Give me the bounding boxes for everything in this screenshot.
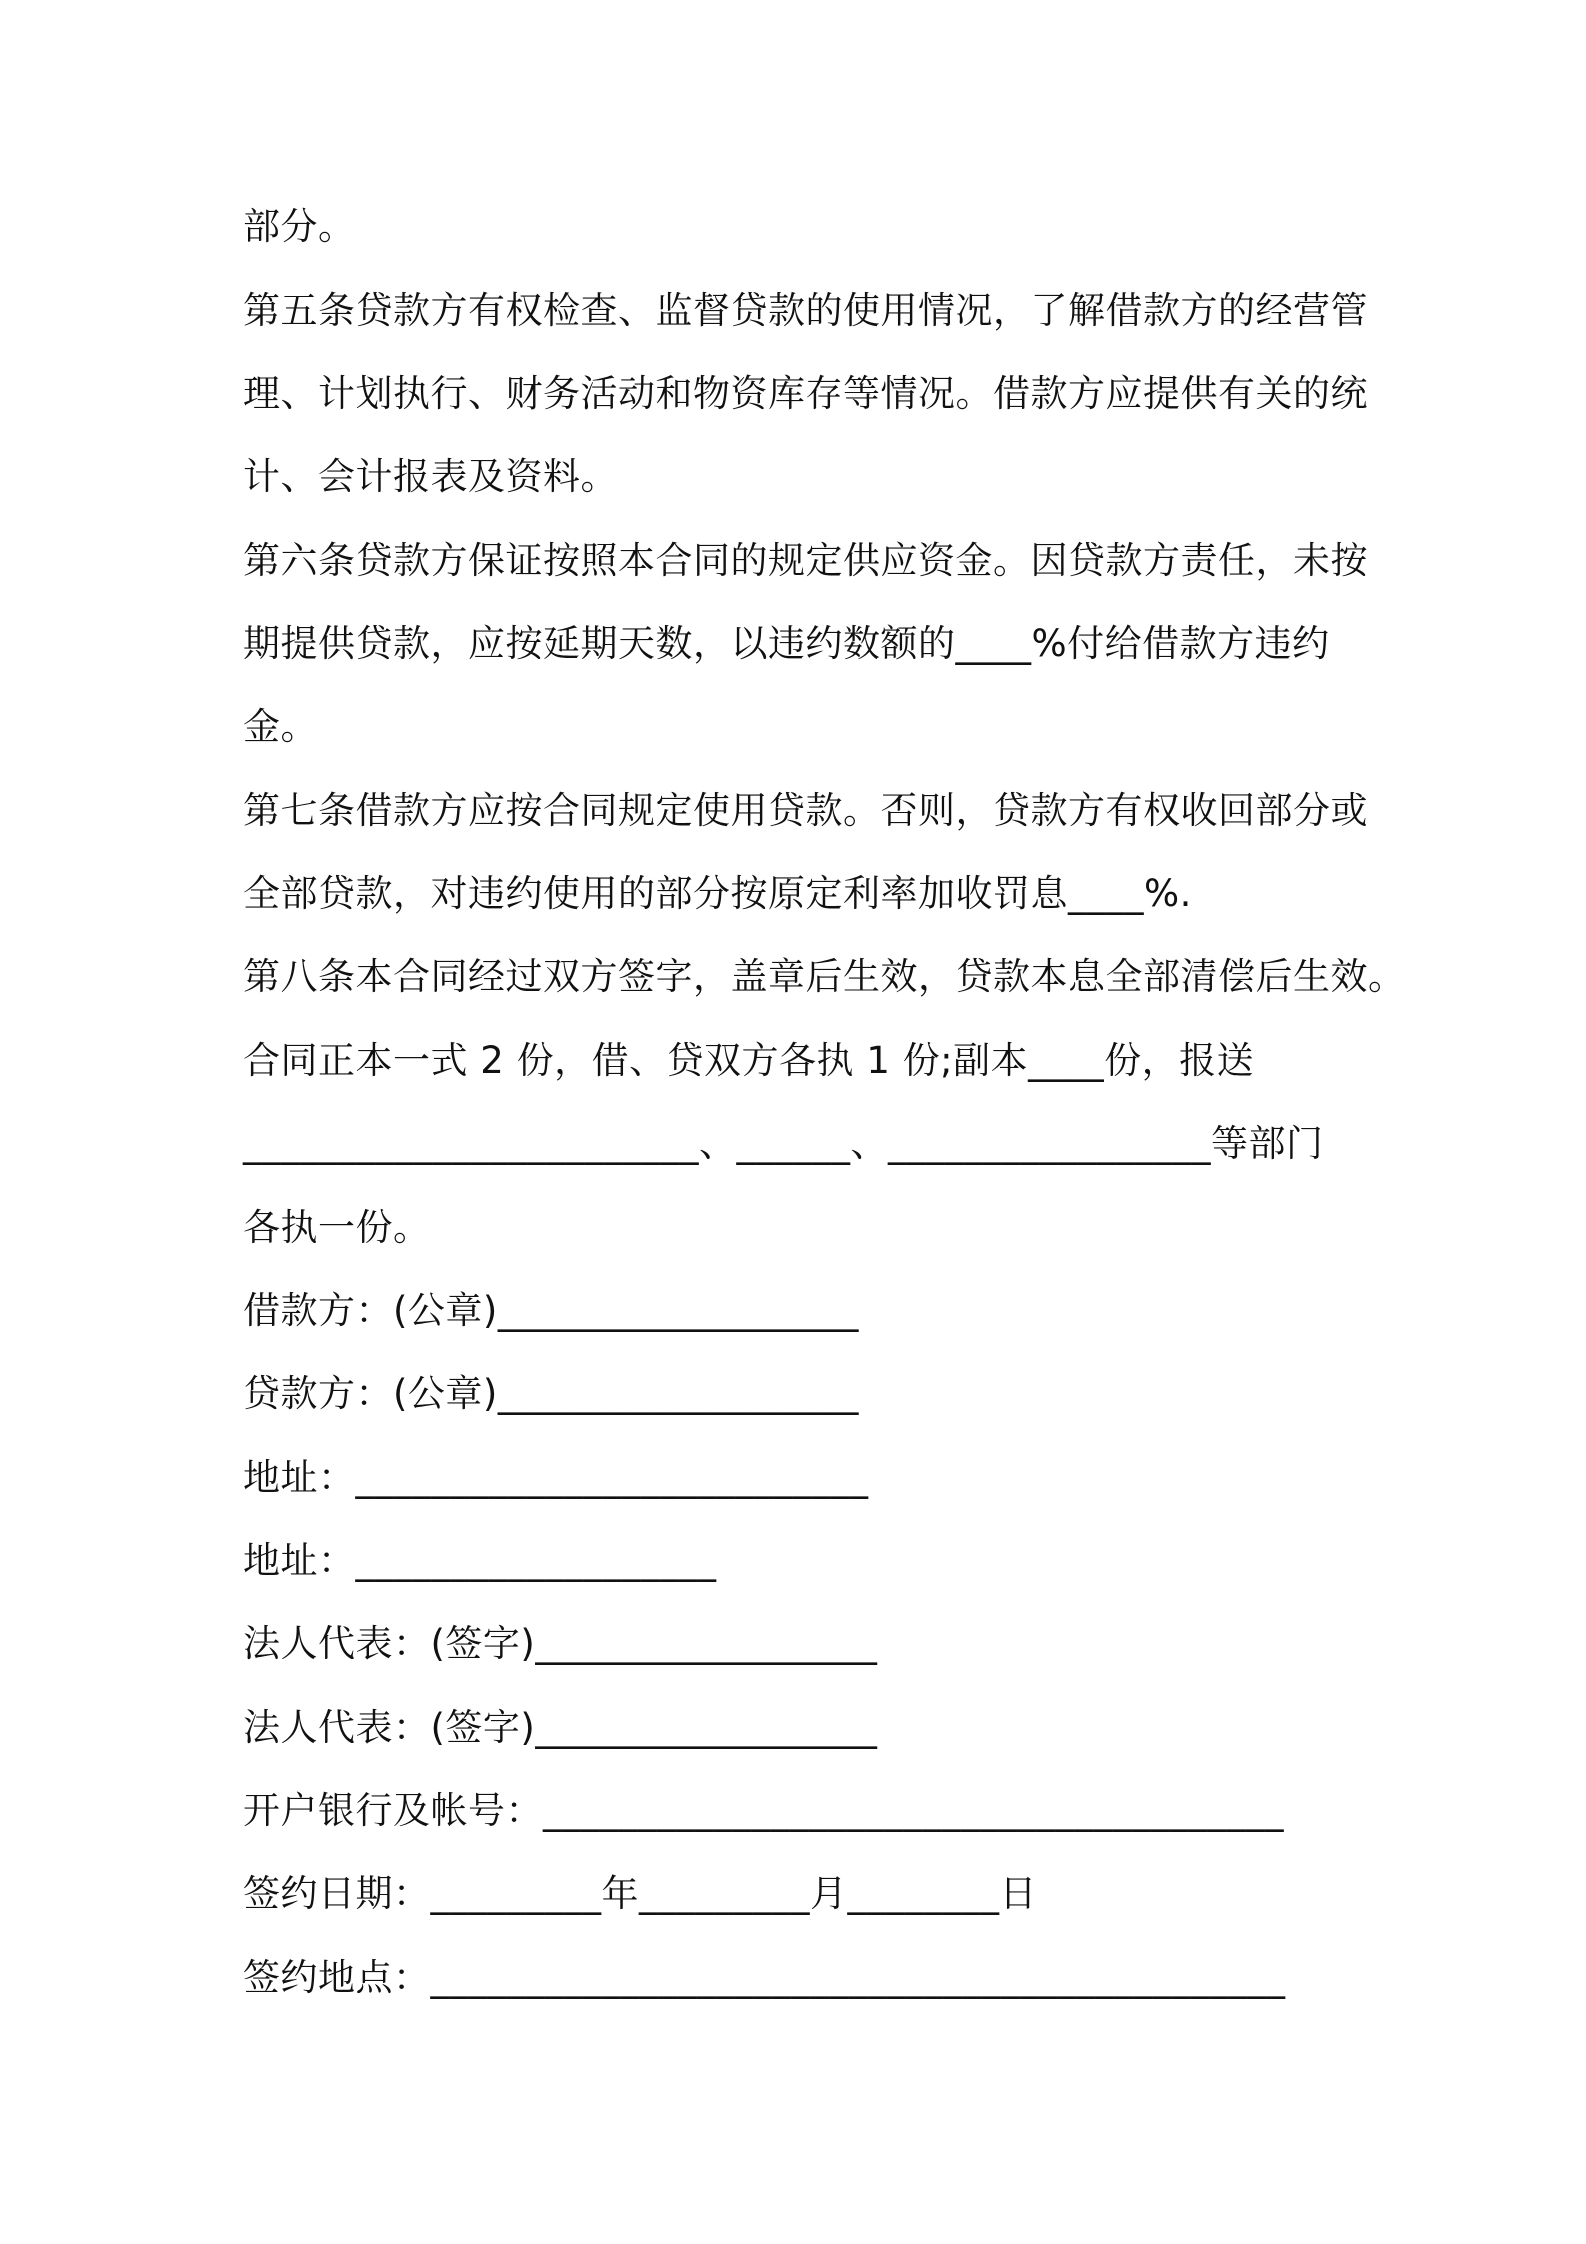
text-line: 法人代表：(签字)__________________ xyxy=(243,1706,878,1749)
text-line: 贷款方：(公章)___________________ xyxy=(243,1372,859,1415)
text-line: 借款方：(公章)___________________ xyxy=(243,1289,859,1332)
text-line: 理、计划执行、财务活动和物资库存等情况。借款方应提供有关的统 xyxy=(243,372,1368,415)
text-line: 法人代表：(签字)__________________ xyxy=(243,1622,878,1665)
text-line: 各执一份。 xyxy=(243,1206,431,1249)
text-line: ________________________、______、_________________等部门 xyxy=(243,1122,1324,1165)
text-line: 地址：___________________________ xyxy=(243,1456,869,1499)
text-line: 期提供贷款，应按延期天数，以违约数额的____%付给借款方违约 xyxy=(243,622,1330,665)
text-line: 第八条本合同经过双方签字，盖章后生效，贷款本息全部清偿后生效。 xyxy=(243,955,1406,998)
text-line: 合同正本一式 2 份，借、贷双方各执 1 份;副本____份，报送 xyxy=(243,1039,1255,1082)
text-line: 地址：___________________ xyxy=(243,1539,717,1582)
text-line: 部分。 xyxy=(243,205,356,248)
text-line: 计、会计报表及资料。 xyxy=(243,455,618,498)
text-line: 全部贷款，对违约使用的部分按原定利率加收罚息____%. xyxy=(243,872,1192,915)
text-line: 第五条贷款方有权检查、监督贷款的使用情况，了解借款方的经营管 xyxy=(243,289,1368,332)
text-line: 第六条贷款方保证按照本合同的规定供应资金。因贷款方责任，未按 xyxy=(243,539,1368,582)
text-line: 开户银行及帐号：_______________________________________ xyxy=(243,1789,1284,1832)
text-line: 签约地点：_____________________________________________ xyxy=(243,1956,1286,1999)
text-line: 签约日期：_________年_________月________日 xyxy=(243,1872,1037,1915)
text-line: 金。 xyxy=(243,705,318,748)
text-line: 第七条借款方应按合同规定使用贷款。否则，贷款方有权收回部分或 xyxy=(243,789,1368,832)
